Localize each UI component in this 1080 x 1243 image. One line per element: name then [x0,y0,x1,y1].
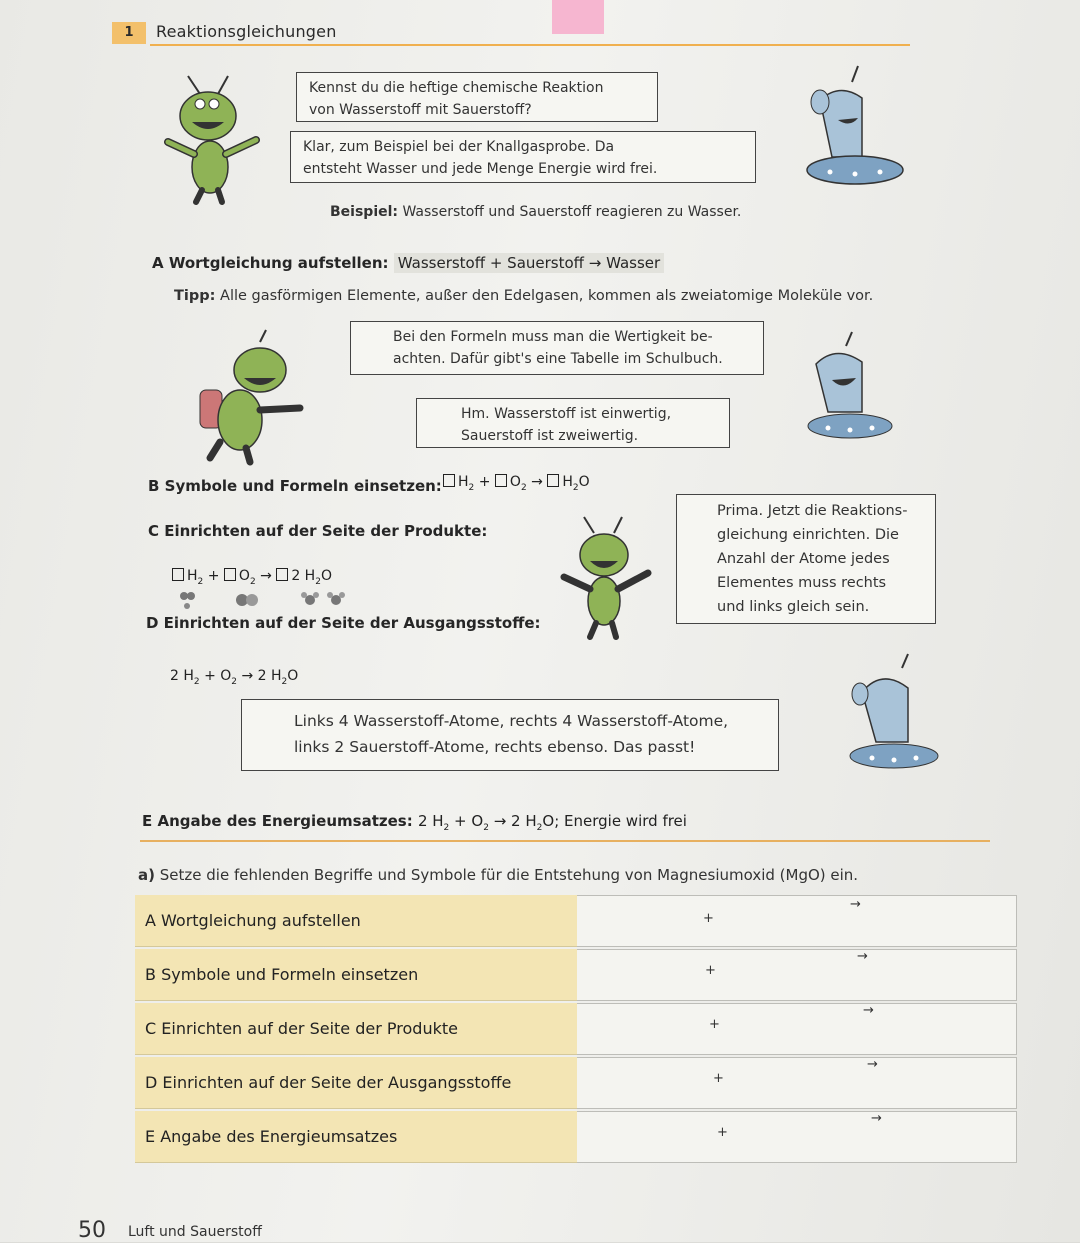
row-label: C Einrichten auf der Seite der Produkte [135,1003,577,1055]
task-line [138,866,858,884]
section-divider [140,840,990,842]
table-row [135,1057,1017,1109]
answer-cell[interactable] [577,895,1017,947]
page-tab-marker [552,0,604,34]
arrow-sign: → [863,1003,874,1018]
speech-bubble-question [296,72,658,122]
step-c-equation: $H_2 + O_2 \to 2$ $H_2O$ [172,568,332,587]
coefficient-box [443,474,455,487]
plus-sign: + [703,911,714,926]
arrow-sign: → [867,1057,878,1072]
step-e-label: E Angabe des Energieumsatzes: [142,812,413,830]
bubble-line: entsteht Wasser und jede Menge Energie wird frei. [303,161,658,177]
speech-bubble-valence [350,321,764,375]
step-b-equation: $H_2 + O_2 \to H_2O$ [443,474,590,493]
blue-alien-illustration [800,62,910,192]
table-row [135,1111,1017,1163]
bubble-line: Klar, zum Beispiel bei der Knallgasprobe. Da [303,139,615,155]
row-label: A Wortgleichung aufstellen [135,895,577,947]
green-alien-illustration [160,72,270,207]
table-row [135,1003,1017,1055]
step-e-suffix: ; Energie wird frei [554,812,687,830]
section-title: Reaktionsgleichungen [156,22,337,41]
speech-bubble-valence-answer [416,398,730,448]
blue-alien-illustration [846,652,946,772]
example-line [330,204,741,220]
answer-cell[interactable] [577,949,1017,1001]
coefficient-box [547,474,559,487]
bubble-line: Elementes muss rechts [717,575,887,591]
speech-bubble-balance [676,494,936,624]
molecule-models-illustration [176,590,356,612]
row-label: D Einrichten auf der Seite der Ausgangsstoffe [135,1057,577,1109]
task-label: a) [138,866,155,884]
bubble-line: Kennst du die heftige chemische Reaktion [309,80,604,96]
coefficient-box [495,474,507,487]
answer-cell[interactable] [577,1057,1017,1109]
answer-cell[interactable] [577,1003,1017,1055]
tip-line [174,288,873,304]
bubble-line: Sauerstoff ist zweiwertig. [461,428,639,444]
step-a-label: A Wortgleichung aufstellen: [152,254,389,272]
tip-text: Alle gasförmigen Elemente, außer den Edelgasen, kommen als zweiatomige Moleküle vor. [220,288,874,304]
green-alien-jetpack-illustration [180,330,310,465]
plus-sign: + [717,1125,728,1140]
table-row [135,895,1017,947]
task-text: Setze die fehlenden Begriffe und Symbole für die Entstehung von Magnesiumoxid (MgO) ein. [159,866,859,884]
speech-bubble-answer [290,131,756,183]
example-text: Wasserstoff und Sauerstoff reagieren zu Wasser. [402,204,742,220]
chapter-name: Luft und Sauerstoff [128,1224,262,1240]
plus-sign: + [709,1017,720,1032]
tip-label: Tipp: [174,288,216,304]
speech-bubble-check [241,699,779,771]
step-d-label: D Einrichten auf der Seite der Ausgangsstoffe: [146,614,541,632]
answer-cell[interactable] [577,1111,1017,1163]
arrow-sign: → [857,949,868,964]
step-b-label: B Symbole und Formeln einsetzen: [148,477,442,495]
arrow-sign: → [850,897,861,912]
example-label: Beispiel: [330,204,399,220]
bubble-line: Hm. Wasserstoff ist einwertig, [461,406,672,422]
coefficient-box [224,568,236,581]
bubble-line: achten. Dafür gibt's eine Tabelle im Schulbuch. [393,351,723,367]
step-e-equation: 2 $H_2 + O_2 \to 2$ $H_2O$; Energie wird frei [417,812,687,833]
bubble-line: von Wasserstoff mit Sauerstoff? [309,102,532,118]
title-underline [150,44,910,46]
blue-alien-illustration [806,330,896,440]
bubble-line: Links 4 Wasserstoff-Atome, rechts 4 Wasserstoff-Atome, [294,712,729,730]
bubble-line: Bei den Formeln muss man die Wertigkeit be- [393,329,713,345]
table-row [135,949,1017,1001]
step-a-line [152,254,664,272]
step-e-line [142,812,687,833]
page-number: 50 [78,1218,106,1243]
coefficient-box [276,568,288,581]
step-a-equation: Wasserstoff + Sauerstoff → Wasser [394,253,664,273]
plus-sign: + [705,963,716,978]
arrow-sign: → [871,1111,882,1126]
section-number: 1 [112,22,146,44]
step-d-equation: 2 $H_2 + O_2 \to 2$ $H_2O$ [170,668,299,687]
bubble-line: gleichung einrichten. Die [717,527,899,543]
bubble-line: und links gleich sein. [717,599,870,615]
row-label: B Symbole und Formeln einsetzen [135,949,577,1001]
bubble-line: links 2 Sauerstoff-Atome, rechts ebenso. Das passt! [294,738,696,756]
row-label: E Angabe des Energieumsatzes [135,1111,577,1163]
bubble-line: Anzahl der Atome jedes [717,551,890,567]
step-c-label: C Einrichten auf der Seite der Produkte: [148,522,488,540]
bubble-line: Prima. Jetzt die Reaktions- [717,503,908,519]
coefficient-box [172,568,184,581]
green-alien-illustration [560,515,660,640]
plus-sign: + [713,1071,724,1086]
